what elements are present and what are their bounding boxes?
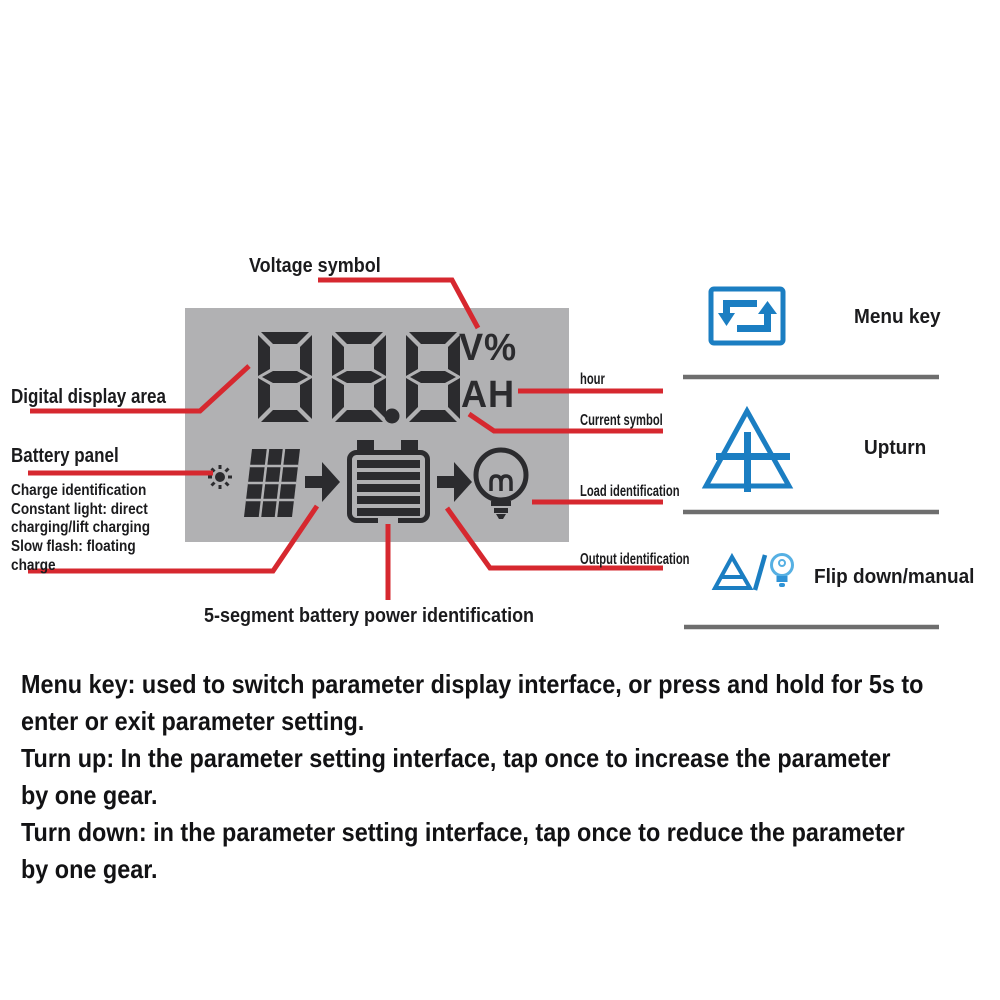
downturn-key-icon bbox=[706, 551, 798, 597]
amp-hour-unit-label: AH bbox=[461, 374, 516, 416]
upturn-key-icon bbox=[700, 404, 795, 496]
lcd-icon-row bbox=[185, 438, 569, 542]
battery-bottom-gap bbox=[378, 517, 398, 525]
hour-label: hour bbox=[580, 371, 605, 388]
flow-arrow-icon bbox=[305, 462, 340, 502]
digit-8 bbox=[406, 332, 460, 422]
charge-identification-line4: Slow flash: floating bbox=[11, 538, 136, 556]
digit-8 bbox=[258, 332, 312, 422]
battery-icon bbox=[350, 440, 428, 525]
instruction-line: by one gear. bbox=[21, 780, 158, 810]
downturn-key-label: Flip down/manual bbox=[814, 566, 975, 588]
instruction-line: Turn down: in the parameter setting interface, tap once to reduce the parameter bbox=[21, 817, 905, 847]
manual-bulb-icon bbox=[772, 555, 793, 588]
current-symbol-label: Current symbol bbox=[580, 412, 663, 429]
instruction-line: Turn up: In the parameter setting interface, tap once to increase the parameter bbox=[21, 743, 891, 773]
menu-key-label: Menu key bbox=[854, 306, 941, 328]
instruction-line: Menu key: used to switch parameter display interface, or press and hold for 5s to bbox=[21, 669, 924, 699]
instruction-line: by one gear. bbox=[21, 854, 158, 884]
charge-identification-line2: Constant light: direct bbox=[11, 500, 148, 518]
output-identification-label: Output identification bbox=[580, 551, 690, 568]
digital-display-area-label: Digital display area bbox=[11, 386, 166, 408]
seven-segment-digits bbox=[256, 330, 468, 425]
digit-8 bbox=[332, 332, 386, 422]
flow-arrow-icon bbox=[437, 462, 472, 502]
five-segment-label: 5-segment battery power identification bbox=[204, 605, 535, 627]
charge-identification-line1: Charge identification bbox=[11, 482, 147, 499]
menu-key-icon bbox=[708, 286, 786, 346]
decimal-point bbox=[385, 409, 400, 424]
instructions-text bbox=[21, 666, 1000, 888]
sun-icon bbox=[208, 465, 232, 489]
bulb-icon bbox=[476, 450, 526, 519]
voltage-symbol-label: Voltage symbol bbox=[249, 255, 381, 277]
lcd-display bbox=[185, 308, 569, 542]
upturn-key-label: Upturn bbox=[864, 437, 927, 459]
load-identification-label: Load identification bbox=[580, 483, 680, 500]
slash-separator bbox=[755, 555, 765, 590]
charge-identification-line3: charging/lift charging bbox=[11, 519, 151, 537]
battery-panel-label: Battery panel bbox=[11, 445, 119, 467]
voltage-unit-label: V% bbox=[459, 327, 518, 369]
solar-panel-icon bbox=[244, 449, 300, 517]
charge-identification-line5: charge bbox=[11, 556, 56, 574]
instruction-line: enter or exit parameter setting. bbox=[21, 706, 365, 736]
charge-identification-label bbox=[11, 482, 150, 576]
